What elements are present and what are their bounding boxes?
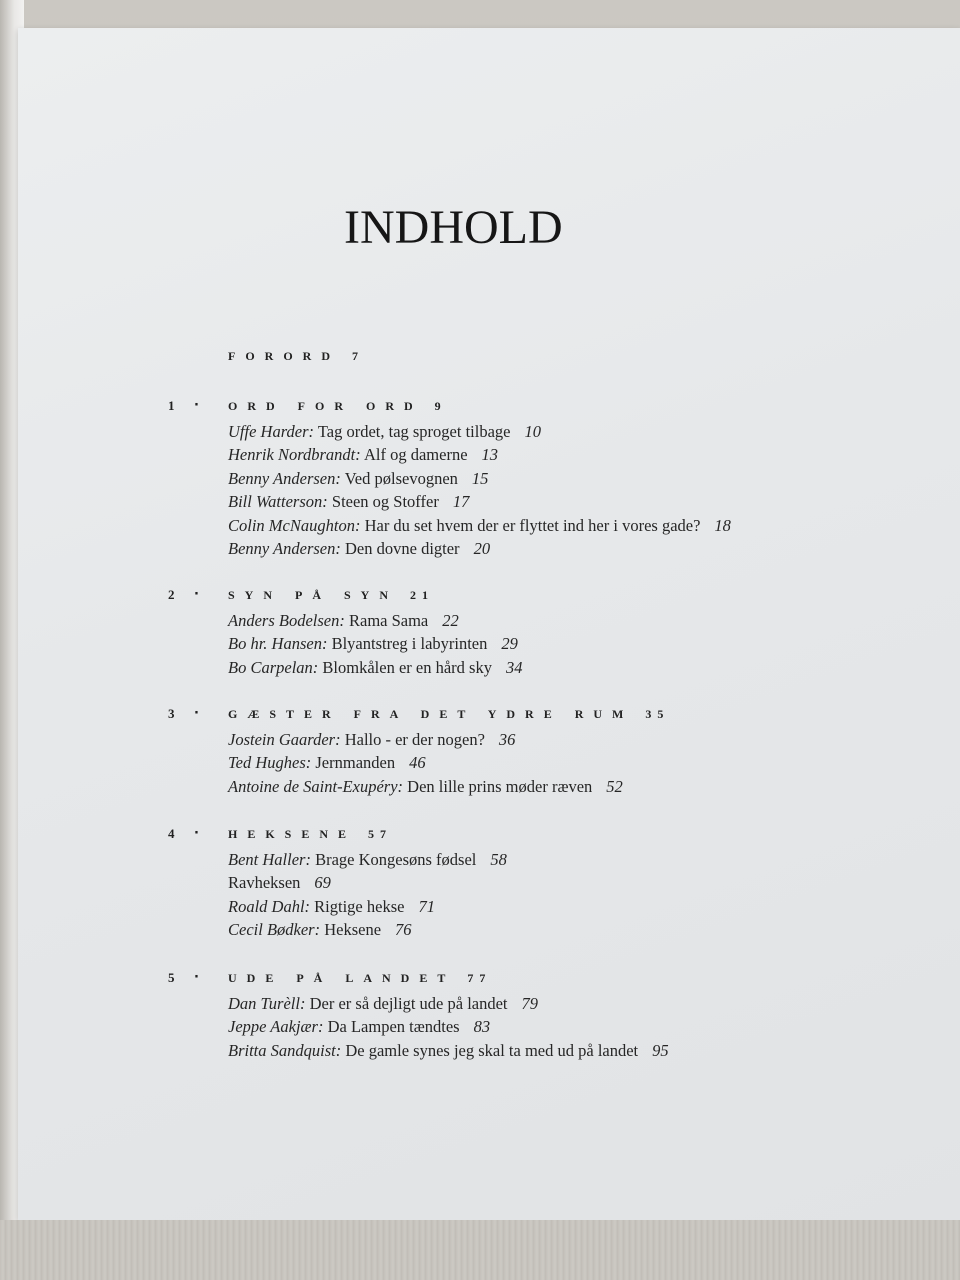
entry-work: Jernmanden xyxy=(315,753,396,773)
entry-page: 29 xyxy=(501,634,518,654)
entry-page: 22 xyxy=(442,611,459,630)
section-number: 4 xyxy=(168,826,175,841)
entry-author: Bill Watterson: xyxy=(228,492,328,512)
entry-work: Steen og Stoffer xyxy=(331,492,439,512)
entry-author: Ted Hughes: xyxy=(228,753,312,773)
entry-work: Ved pølsevognen xyxy=(344,468,458,488)
entry-author: Bo Carpelan: xyxy=(228,657,319,677)
entry-author: Uffe Harder: xyxy=(228,422,314,441)
toc-entry xyxy=(228,751,888,774)
section-page: 9 xyxy=(434,399,447,413)
entry-page: 52 xyxy=(606,776,623,796)
toc-entry xyxy=(228,871,888,894)
toc-entry xyxy=(228,992,888,1015)
toc-entry xyxy=(228,1015,888,1038)
entry-work: Hallo - er der nogen? xyxy=(344,730,485,749)
entry-author: Jeppe Aakjær: xyxy=(228,1017,324,1037)
toc-entry xyxy=(228,656,888,679)
section-separator-dot: · xyxy=(194,970,199,985)
entry-work: Blomkålen er en hård sky xyxy=(322,657,492,677)
entry-page: 69 xyxy=(314,873,331,893)
section-page: 35 xyxy=(645,707,670,721)
page-title: INDHOLD xyxy=(344,201,563,254)
section-title: SYN PÅ SYN 21 xyxy=(228,588,435,602)
entry-page: 18 xyxy=(714,515,731,535)
entry-page: 83 xyxy=(473,1017,491,1037)
toc-entry xyxy=(228,1039,888,1062)
entry-author: Dan Turèll: xyxy=(228,994,306,1013)
entry-work: Alf og damerne xyxy=(363,445,468,465)
section-number: 5 xyxy=(168,970,175,985)
entry-page: 34 xyxy=(505,657,523,677)
entry-list xyxy=(168,728,888,798)
entry-page: 76 xyxy=(395,920,412,940)
foreword-label: FORORD 7 xyxy=(228,349,364,363)
entry-work: Brage Kongesøns fødsel xyxy=(315,850,477,869)
book-page xyxy=(18,28,960,1220)
toc-entry xyxy=(228,514,888,537)
entry-author: Colin McNaughton: xyxy=(228,515,361,535)
table-surface xyxy=(0,1220,960,1280)
section-number: 2 xyxy=(168,587,175,602)
entry-list xyxy=(168,420,888,560)
toc-entry xyxy=(228,443,888,466)
entry-list xyxy=(168,992,888,1062)
entry-page: 46 xyxy=(409,753,426,773)
entry-page: 17 xyxy=(452,492,470,512)
entry-author: Cecil Bødker: xyxy=(228,920,321,940)
toc-entry xyxy=(228,632,888,655)
toc-entry xyxy=(228,895,888,918)
entry-page: 15 xyxy=(471,468,489,488)
toc-section-4 xyxy=(168,824,888,942)
entry-work: Rigtige hekse xyxy=(314,896,405,916)
entry-page: 10 xyxy=(524,422,541,441)
entry-author: Henrik Nordbrandt: xyxy=(228,445,361,465)
entry-author: Jostein Gaarder: xyxy=(228,730,341,749)
entry-work: Ravheksen xyxy=(228,873,301,893)
toc-entry xyxy=(228,537,888,560)
section-page: 77 xyxy=(467,971,492,985)
section-separator-dot: · xyxy=(194,826,199,841)
toc-entry xyxy=(228,775,888,798)
entry-work: Den dovne digter xyxy=(345,538,460,558)
entry-page: 58 xyxy=(490,850,507,869)
section-title: ORD FOR ORD 9 xyxy=(228,399,447,413)
section-title: GÆSTER FRA DET YDRE RUM 35 xyxy=(228,707,670,721)
toc-entry xyxy=(228,420,888,443)
entry-work: Tag ordet, tag sproget tilbage xyxy=(317,422,511,441)
toc-section-1 xyxy=(168,396,888,560)
entry-page: 95 xyxy=(652,1040,669,1060)
toc-entry xyxy=(228,467,888,490)
entry-work: Da Lampen tændtes xyxy=(327,1017,460,1037)
section-heading xyxy=(168,585,888,609)
toc-entry xyxy=(228,728,888,751)
section-heading xyxy=(168,824,888,848)
section-heading xyxy=(168,968,888,992)
entry-author: Bent Haller: xyxy=(228,850,311,869)
section-page: 57 xyxy=(368,827,393,841)
entry-work: De gamle synes jeg skal ta med ud på landet xyxy=(345,1040,639,1060)
section-separator-dot: · xyxy=(194,587,199,602)
toc-entry xyxy=(228,848,888,871)
entry-author: Roald Dahl: xyxy=(228,896,311,916)
foreword-heading xyxy=(168,346,888,370)
entry-page: 71 xyxy=(418,896,435,916)
entry-author: Benny Andersen: xyxy=(228,538,341,558)
toc-entry xyxy=(228,918,888,941)
foreword-entry xyxy=(168,346,888,370)
section-title: UDE PÅ LANDET 77 xyxy=(228,971,492,985)
entry-author: Britta Sandquist: xyxy=(228,1040,342,1060)
entry-list xyxy=(168,609,888,679)
section-page: 21 xyxy=(410,588,435,602)
entry-work: Heksene xyxy=(324,920,382,940)
toc-section-5 xyxy=(168,968,888,1062)
toc-section-3 xyxy=(168,704,888,798)
section-separator-dot: · xyxy=(194,398,199,413)
entry-page: 79 xyxy=(521,994,539,1013)
section-title: HEKSENE 57 xyxy=(228,827,393,841)
entry-author: Antoine de Saint-Exupéry: xyxy=(228,776,404,796)
entry-author: Anders Bodelsen: xyxy=(228,611,345,630)
entry-work: Har du set hvem der er flyttet ind her i vores gade? xyxy=(364,515,701,535)
entry-work: Den lille prins møder ræven xyxy=(407,776,593,796)
foreword-page: 7 xyxy=(352,349,364,363)
toc-entry xyxy=(228,609,888,632)
entry-page: 20 xyxy=(473,538,491,558)
toc-entry xyxy=(228,490,888,513)
entry-page: 36 xyxy=(498,730,516,749)
entry-author: Bo hr. Hansen: xyxy=(228,634,328,654)
section-number: 3 xyxy=(168,706,175,721)
toc-section-2 xyxy=(168,585,888,679)
entry-author: Benny Andersen: xyxy=(228,468,341,488)
section-separator-dot: · xyxy=(194,706,199,721)
entry-page: 13 xyxy=(481,445,499,465)
entry-work: Rama Sama xyxy=(348,611,429,630)
section-heading xyxy=(168,704,888,728)
entry-work: Blyantstreg i labyrinten xyxy=(331,634,488,654)
entry-work: Der er så dejligt ude på landet xyxy=(309,994,508,1013)
section-heading xyxy=(168,396,888,420)
section-number: 1 xyxy=(168,398,175,413)
entry-list xyxy=(168,848,888,942)
